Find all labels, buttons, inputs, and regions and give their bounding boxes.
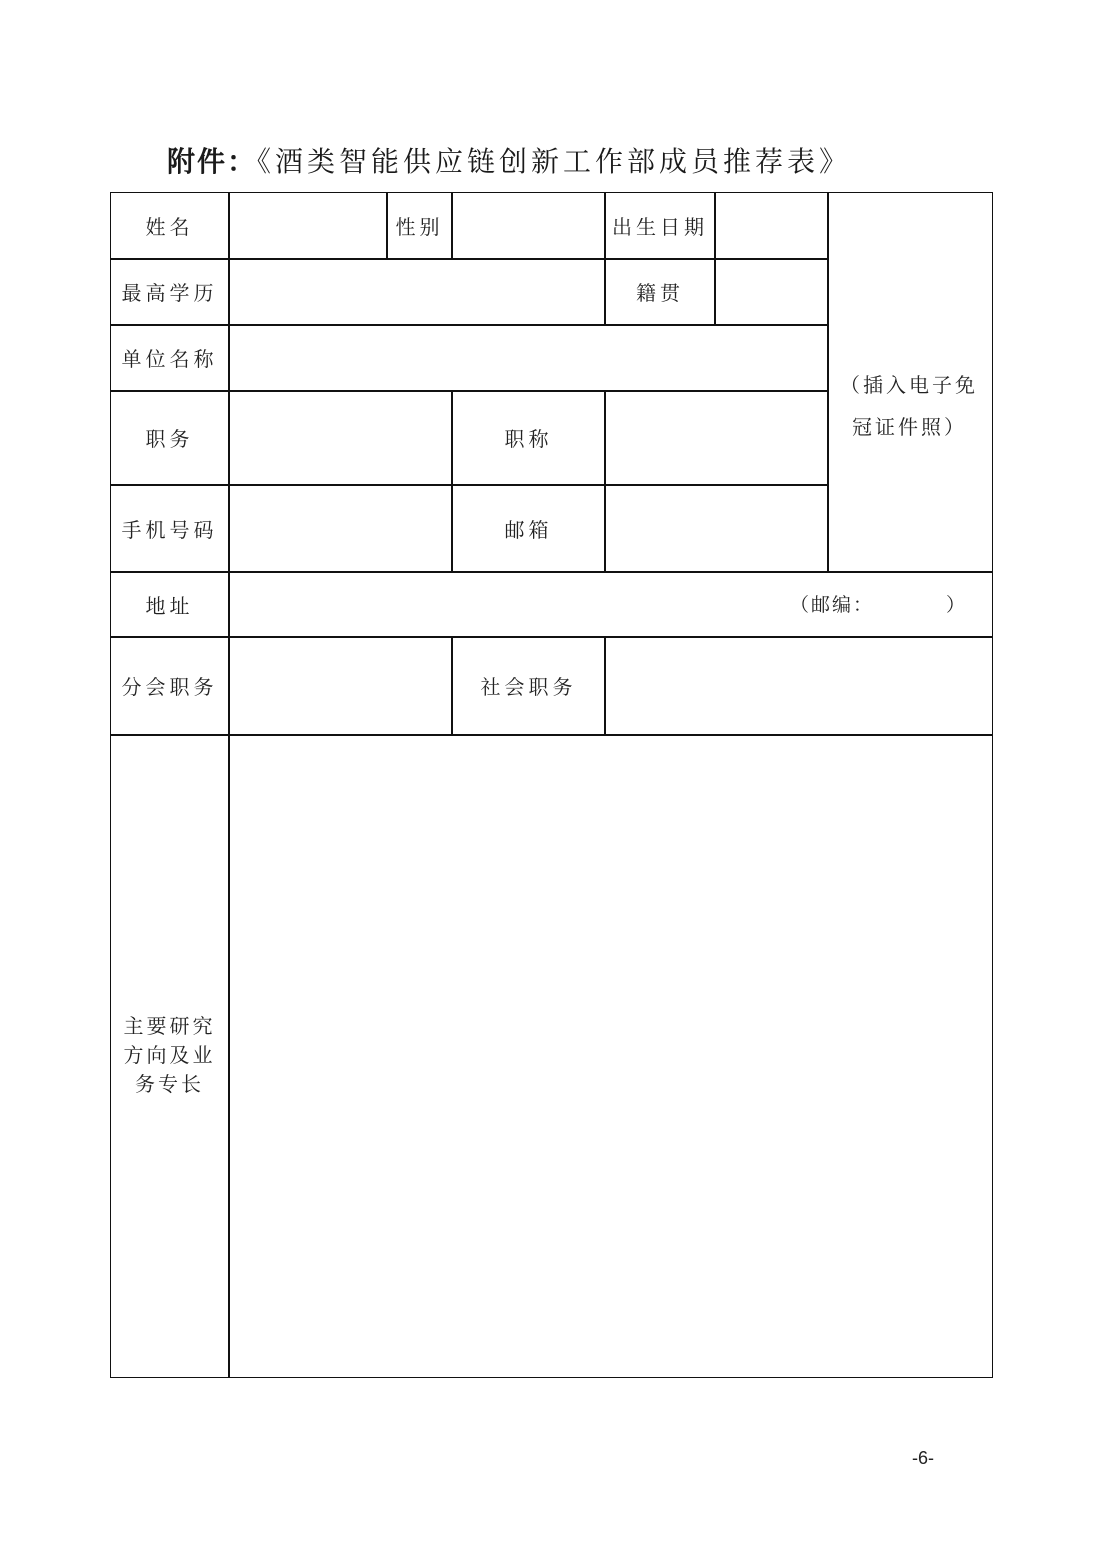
research-label-line: 务专长 <box>135 1072 204 1096</box>
postcode-hint <box>790 590 968 620</box>
email-label: 邮箱 <box>504 517 553 542</box>
branch-position-field[interactable] <box>230 637 451 734</box>
education-label: 最高学历 <box>121 281 218 305</box>
position-field[interactable] <box>230 391 451 484</box>
document-title <box>167 140 851 184</box>
address-field[interactable] <box>230 572 992 636</box>
employer-label: 单位名称 <box>121 347 218 371</box>
gender-label: 性别 <box>395 215 444 239</box>
photo-instruction-line: （插入电子免 <box>840 373 978 397</box>
employer-field[interactable] <box>230 325 827 390</box>
photo-instruction-line: 冠证件照） <box>852 415 967 439</box>
position-label: 职务 <box>145 427 194 451</box>
phone-label: 手机号码 <box>121 517 218 542</box>
title-prefix: 附件： <box>167 145 258 178</box>
social-position-label: 社会职务 <box>480 675 577 699</box>
title-name: 《酒类智能供应链创新工作部成员推荐表》 <box>257 145 852 178</box>
postcode-close: ） <box>946 594 968 616</box>
professional-title-label: 职称 <box>504 427 553 451</box>
name-label: 姓名 <box>145 215 194 239</box>
birth-date-label: 出生日期 <box>612 215 708 239</box>
professional-title-field[interactable] <box>606 391 827 484</box>
postcode-label: （邮编： <box>790 594 875 616</box>
email-field[interactable] <box>606 485 827 571</box>
branch-position-label: 分会职务 <box>121 675 218 699</box>
research-expertise-label <box>111 1012 228 1099</box>
social-position-field[interactable] <box>606 637 992 734</box>
research-label-line: 主要研究 <box>123 1014 216 1038</box>
research-expertise-field[interactable] <box>230 736 992 1377</box>
gender-field[interactable] <box>453 193 604 258</box>
name-field[interactable] <box>230 193 386 258</box>
photo-instruction <box>840 364 982 448</box>
education-field[interactable] <box>230 259 604 324</box>
birth-date-field[interactable] <box>716 193 827 258</box>
native-place-field[interactable] <box>716 259 827 324</box>
phone-field[interactable] <box>230 485 451 571</box>
address-label: 地址 <box>145 593 194 618</box>
research-label-line: 方向及业 <box>123 1043 216 1067</box>
page-number: -6- <box>912 1448 934 1468</box>
native-place-label: 籍贯 <box>636 281 684 305</box>
